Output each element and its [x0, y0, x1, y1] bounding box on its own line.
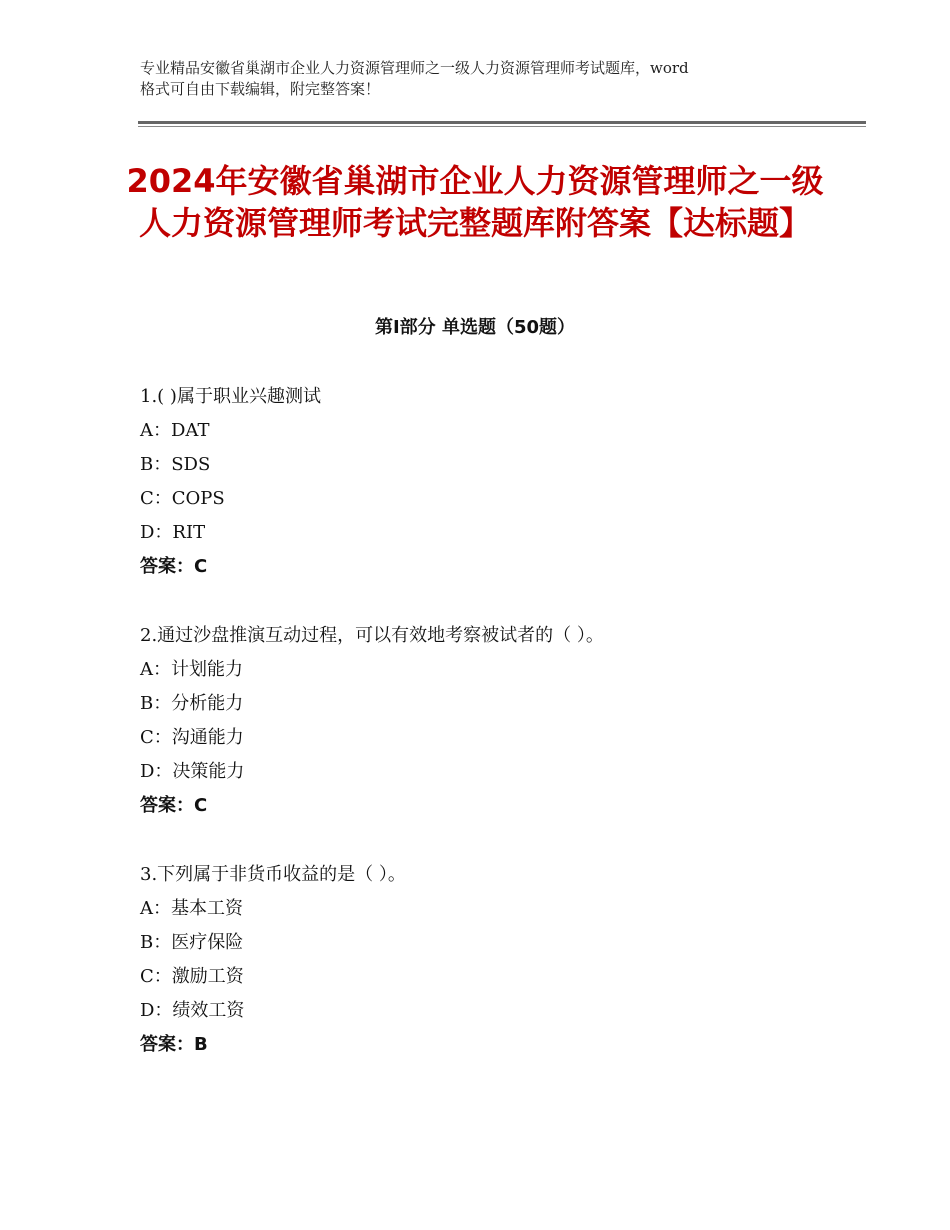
- option-a: A：DAT: [140, 420, 210, 441]
- option-c: C：沟通能力: [140, 727, 244, 748]
- answer: 答案：C: [140, 556, 208, 577]
- option-d: D：绩效工资: [140, 1000, 245, 1021]
- option-c: C：COPS: [140, 488, 225, 509]
- document-title: 2024年安徽省巢湖市企业人力资源管理师之一级人力资源管理师考试完整题库附答案【达标题】: [126, 162, 824, 242]
- option-d: D：决策能力: [140, 761, 245, 782]
- option-b: B：医疗保险: [140, 932, 244, 953]
- option-c: C：激励工资: [140, 966, 244, 987]
- header-note: 专业精品安徽省巢湖市企业人力资源管理师之一级人力资源管理师考试题库，word 格式可自由下载编辑，附完整答案！: [140, 59, 689, 98]
- question-stem: 3.下列属于非货币收益的是（ ）。: [140, 864, 406, 885]
- option-a: A：计划能力: [140, 659, 243, 680]
- header-divider-thick: [138, 121, 866, 124]
- answer: 答案：B: [140, 1034, 208, 1055]
- option-d: D：RIT: [140, 522, 206, 543]
- option-a: A：基本工资: [140, 898, 243, 919]
- header-divider-thin: [138, 126, 866, 127]
- question-stem: 2.通过沙盘推演互动过程，可以有效地考察被试者的（ ）。: [140, 625, 604, 646]
- question-3: [140, 858, 840, 1062]
- question-2: [140, 619, 840, 823]
- option-b: B：分析能力: [140, 693, 244, 714]
- option-b: B：SDS: [140, 454, 211, 475]
- question-stem: 1.( )属于职业兴趣测试: [140, 386, 321, 407]
- header-divider: [138, 121, 866, 127]
- question-1: [140, 380, 840, 584]
- section-title: 第Ⅰ部分 单选题（50题）: [374, 317, 575, 338]
- answer: 答案：C: [140, 795, 208, 816]
